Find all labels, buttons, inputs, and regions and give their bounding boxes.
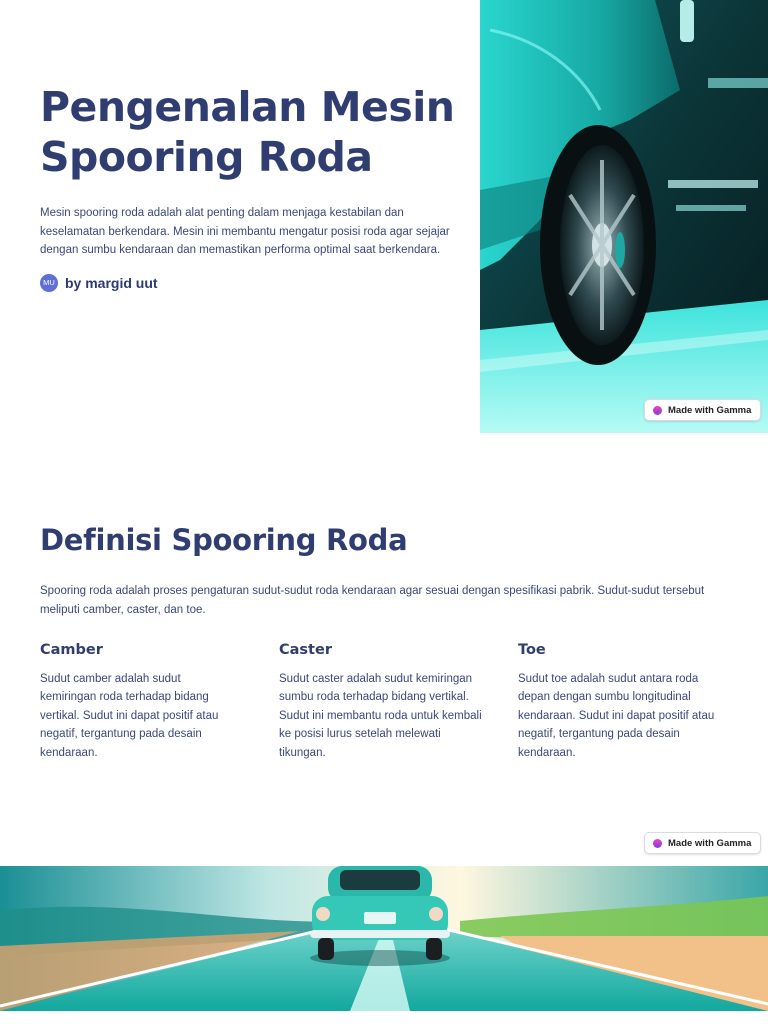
intro-description: Mesin spooring roda adalah alat penting dalam menjaga kestabilan dan keselamatan berkendara. Mesin ini membantu mengatur posisi roda agar sejajar dengan sumbu kendaraan dan memastikan performa optimal saat berkendara. [40, 207, 450, 257]
author-row [40, 274, 460, 292]
slide-road-image [0, 866, 768, 1011]
gamma-logo-icon [653, 839, 662, 848]
avatar: MU [40, 274, 58, 292]
slide-definition [0, 433, 768, 866]
page-title: Pengenalan Mesin Spooring Roda [40, 83, 455, 181]
column-body: Sudut caster adalah sudut kemiringan sumbu roda terhadap bidang vertikal. Sudut ini membantu roda untuk kembali ke posisi lurus setelah melewati tikungan. [279, 673, 482, 759]
column-toe [518, 642, 733, 762]
gamma-logo-icon [653, 406, 662, 415]
column-camber [40, 642, 240, 762]
gamma-badge-label: Made with Gamma [668, 837, 752, 849]
column-body: Sudut toe adalah sudut antara roda depan dengan sumbu longitudinal kendaraan. Sudut ini dapat positif atau negatif, tergantung pada desain kendaraan. [518, 673, 715, 759]
slide-intro [0, 0, 768, 433]
car-wheel-illustration [480, 0, 768, 433]
column-title: Toe [518, 642, 546, 658]
intro-text-block [40, 82, 460, 292]
column-title: Camber [40, 642, 103, 658]
gamma-badge-label: Made with Gamma [668, 404, 752, 416]
author-name: by margid uut [65, 274, 158, 291]
column-caster [279, 642, 489, 762]
section-intro: Spooring roda adalah proses pengaturan sudut-sudut roda kendaraan agar sesuai dengan spesifikasi pabrik. Sudut-sudut tersebut meliputi camber, caster, dan toe. [40, 585, 705, 616]
made-with-gamma-badge[interactable] [644, 399, 761, 421]
car-on-road-illustration [0, 866, 768, 1011]
car-wheel-image [480, 0, 768, 433]
column-body: Sudut camber adalah sudut kemiringan roda terhadap bidang vertikal. Sudut ini dapat positif atau negatif, tergantung pada desain kendaraan. [40, 673, 219, 759]
column-title: Caster [279, 642, 332, 658]
section-title: Definisi Spooring Roda [40, 523, 408, 557]
made-with-gamma-badge[interactable] [644, 832, 761, 854]
